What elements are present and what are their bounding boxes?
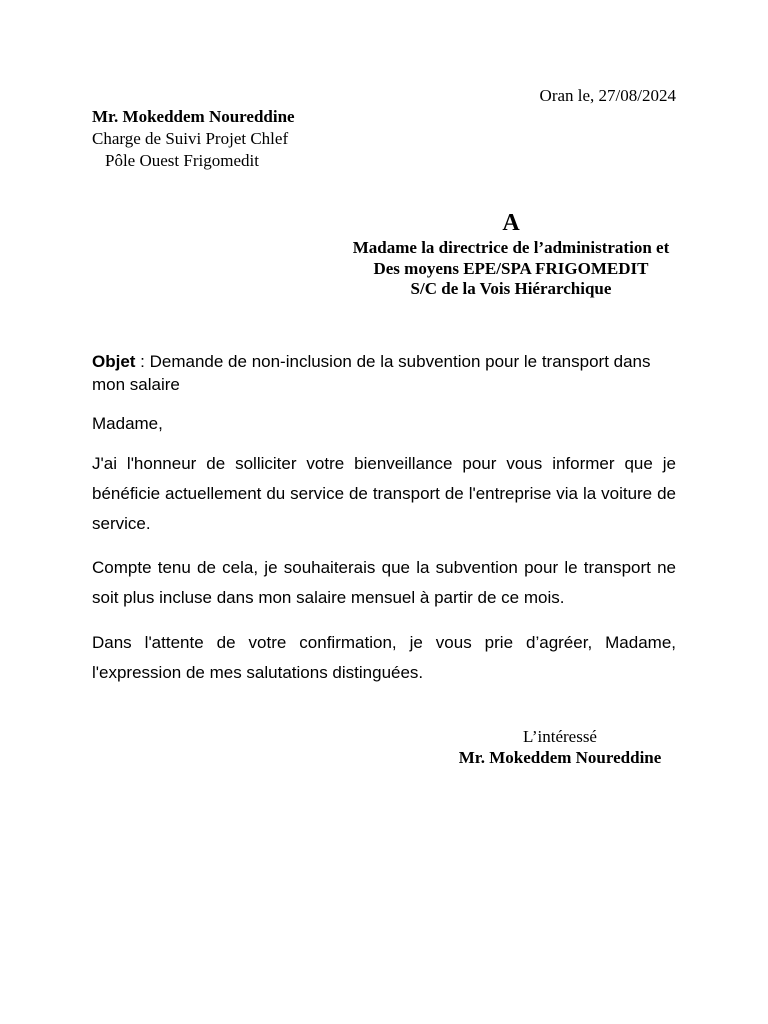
letter-paragraph-1: J'ai l'honneur de solliciter votre bienveillance pour vous informer que je bénéficie actuellement du service de transport de l'entreprise via la voiture de service. bbox=[92, 454, 676, 533]
letter-subject bbox=[92, 350, 676, 396]
subject-text: : Demande de non-inclusion de la subvention pour le transport dans mon salaire bbox=[92, 352, 651, 394]
letter-paragraph-3: Dans l'attente de votre confirmation, je vous prie d’agréer, Madame, l'expression de mes salutations distinguées. bbox=[92, 633, 676, 682]
sender-department: Pôle Ouest Frigomedit bbox=[105, 151, 259, 170]
recipient-block bbox=[330, 208, 692, 300]
signature-name: Mr. Mokeddem Noureddine bbox=[458, 748, 662, 767]
recipient-line-2: Des moyens EPE/SPA FRIGOMEDIT bbox=[373, 258, 649, 278]
signature-label: L’intéressé bbox=[523, 727, 597, 746]
subject-label: Objet bbox=[92, 352, 136, 371]
recipient-line-1: Madame la directrice de l’administration et bbox=[352, 238, 670, 257]
signature-block bbox=[430, 726, 690, 768]
recipient-a-label: A bbox=[502, 210, 520, 236]
letter-paragraph-2: Compte tenu de cela, je souhaiterais que la subvention pour le transport ne soit plus incluse dans mon salaire mensuel à partir de ce mois. bbox=[92, 558, 676, 607]
sender-title: Charge de Suivi Projet Chlef bbox=[92, 129, 289, 148]
letter-salutation: Madame, bbox=[92, 414, 163, 433]
letter-date: Oran le, 27/08/2024 bbox=[539, 86, 676, 105]
sender-block bbox=[92, 106, 295, 172]
recipient-line-3: S/C de la Vois Hiérarchique bbox=[410, 279, 612, 298]
sender-name: Mr. Mokeddem Noureddine bbox=[92, 107, 295, 126]
